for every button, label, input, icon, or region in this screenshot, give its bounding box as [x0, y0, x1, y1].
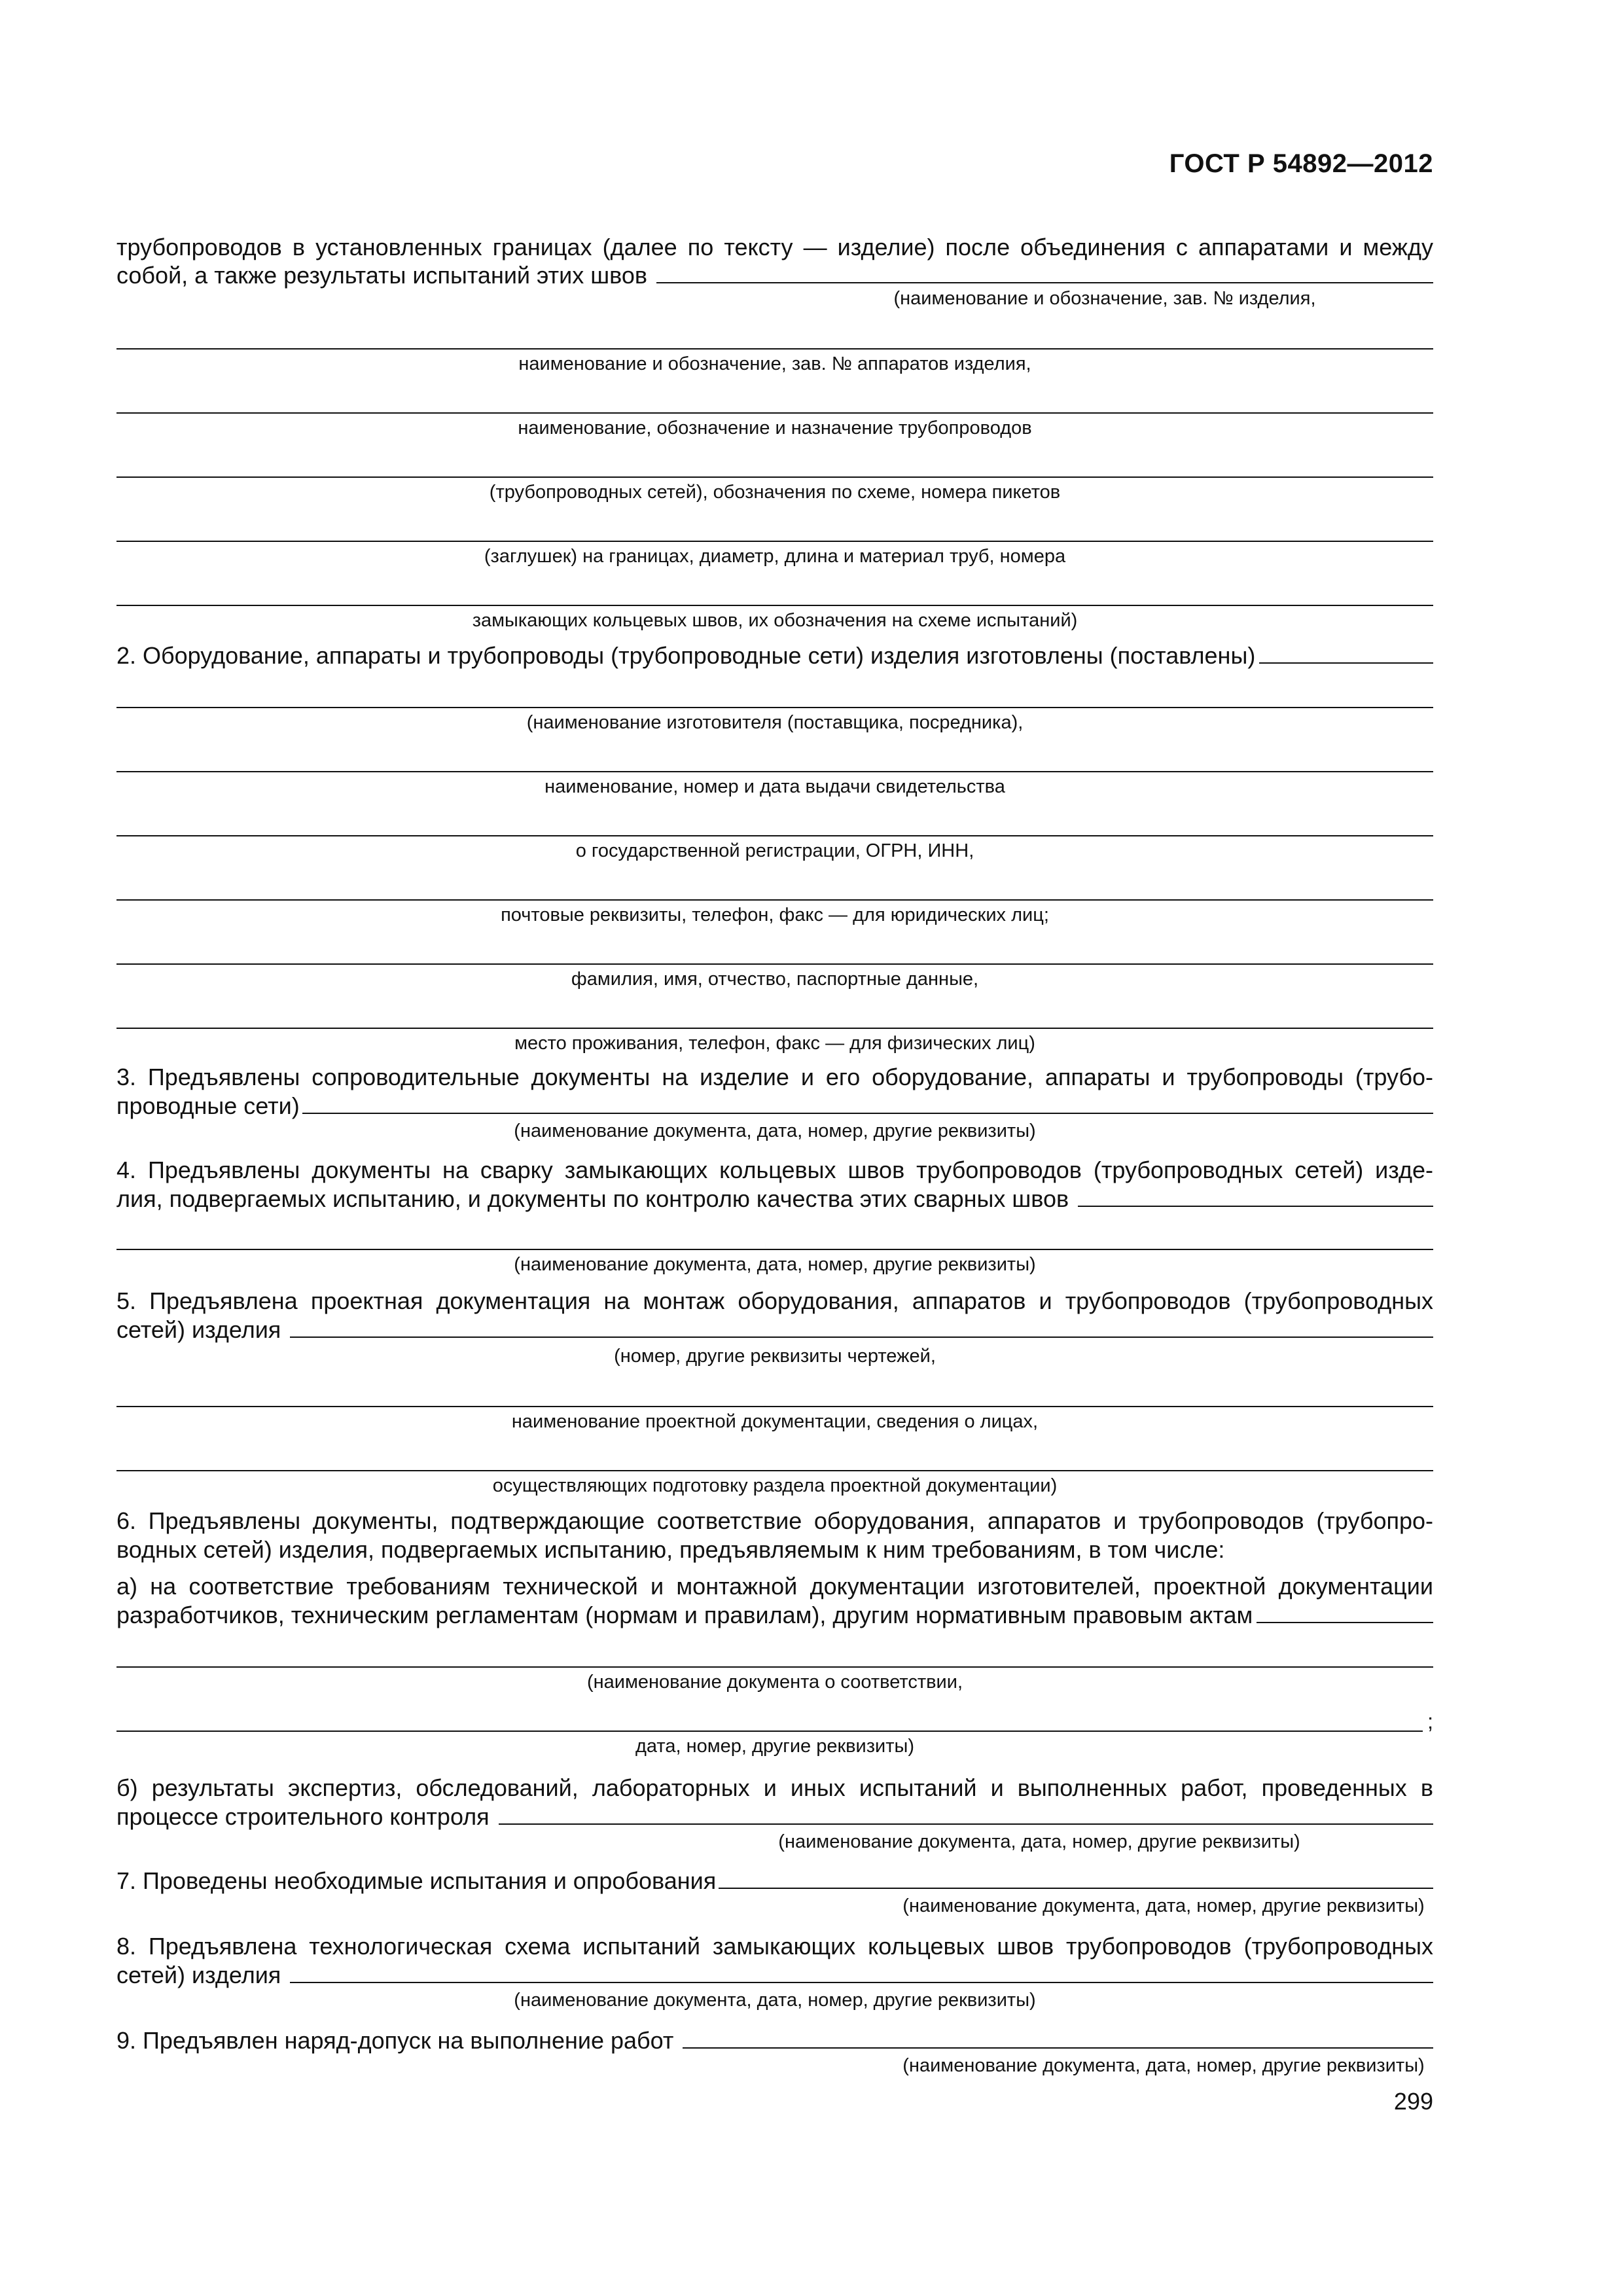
p4-line2-text: лия, подвергаемых испытанию, и документы по контролю качества этих сварных швов: [116, 1185, 1069, 1212]
caption: место проживания, телефон, факс — для физических лиц): [514, 1033, 1035, 1054]
p1-line1: трубопроводов в установленных границах (далее по тексту — изделие) после объединения с аппаратами и между: [116, 234, 1433, 260]
p9-fill-line[interactable]: [683, 2025, 1433, 2049]
fill-line[interactable]: [116, 605, 1433, 606]
p5-fill-line[interactable]: [290, 1314, 1433, 1338]
p7-fill-line[interactable]: [719, 1865, 1433, 1889]
p6a-fill-line[interactable]: [1257, 1600, 1433, 1623]
fill-line[interactable]: [116, 1731, 1423, 1732]
document-page: [116, 0, 1433, 2296]
fill-line[interactable]: [116, 1249, 1433, 1250]
fill-line[interactable]: [116, 707, 1433, 708]
fill-line[interactable]: [116, 348, 1433, 350]
fill-line[interactable]: [116, 771, 1433, 772]
p6b-line1: б) результаты экспертиз, обследований, лабораторных и иных испытаний и выполненных работ, проведенных в: [116, 1774, 1433, 1801]
caption: фамилия, имя, отчество, паспортные данные,: [571, 969, 979, 990]
p2-text: 2. Оборудование, аппараты и трубопроводы (трубопроводные сети) изделия изготовлены (поставлены): [116, 642, 1256, 669]
p7-text: 7. Проведены необходимые испытания и опробования: [116, 1867, 717, 1894]
caption: наименование, номер и дата выдачи свидетельства: [544, 776, 1005, 797]
fill-line[interactable]: [116, 1406, 1433, 1407]
fill-line[interactable]: [116, 1470, 1433, 1471]
p1-fill-line[interactable]: [656, 260, 1433, 283]
fill-line[interactable]: [116, 835, 1433, 836]
p7-line: [116, 1864, 1433, 1898]
document-code: ГОСТ Р 54892—2012: [1169, 149, 1433, 178]
caption: наименование и обозначение, зав. № аппаратов изделия,: [518, 353, 1031, 374]
caption: (наименование документа, дата, номер, другие реквизиты): [902, 2055, 1425, 2076]
p2-fill-line[interactable]: [1259, 640, 1433, 664]
p5-line2: [116, 1313, 1433, 1347]
caption: (трубопроводных сетей), обозначения по схеме, номера пикетов: [489, 482, 1061, 503]
caption: (наименование и обозначение, зав. № изделия,: [893, 288, 1316, 309]
p6-line2: водных сетей) изделия, подвергаемых испытанию, предъявляемым к ним требованиям, в том числе:: [116, 1536, 1225, 1563]
caption: осуществляющих подготовку раздела проектной документации): [492, 1475, 1058, 1496]
p4-line2: [116, 1182, 1433, 1216]
p6a-line2-text: разработчиков, техническим регламентам (нормам и правилам), другим нормативным правовым актам: [116, 1602, 1253, 1628]
caption: дата, номер, другие реквизиты): [635, 1736, 915, 1757]
p3-fill-line[interactable]: [302, 1090, 1433, 1114]
caption: наименование, обозначение и назначение трубопроводов: [518, 418, 1032, 439]
p6b-fill-line[interactable]: [499, 1801, 1433, 1825]
caption: (номер, другие реквизиты чертежей,: [614, 1346, 936, 1367]
p5-line1: 5. Предъявлена проектная документация на монтаж оборудования, аппаратов и трубопроводов (трубопроводных: [116, 1287, 1433, 1314]
p6b-line2-text: процессе строительного контроля: [116, 1803, 490, 1830]
caption: (заглушек) на границах, диаметр, длина и материал труб, номера: [484, 546, 1066, 567]
fill-line[interactable]: [116, 541, 1433, 542]
caption: наименование проектной документации, сведения о лицах,: [511, 1411, 1039, 1432]
fill-line[interactable]: [116, 412, 1433, 414]
p2-line: [116, 639, 1433, 673]
p6a-line1: а) на соответствие требованиям технической и монтажной документации изготовителей, проектной документации: [116, 1573, 1433, 1600]
p6b-line2: [116, 1800, 1433, 1834]
caption: (наименование документа, дата, номер, другие реквизиты): [514, 1990, 1036, 2011]
p8-line2-text: сетей) изделия: [116, 1962, 281, 1988]
caption: (наименование документа, дата, номер, другие реквизиты): [778, 1831, 1300, 1852]
fill-line[interactable]: [116, 899, 1433, 901]
caption: (наименование документа, дата, номер, другие реквизиты): [902, 1895, 1425, 1916]
caption: о государственной регистрации, ОГРН, ИНН,: [575, 840, 974, 861]
p1-line2-text: собой, а также результаты испытаний этих швов: [116, 262, 647, 289]
caption: почтовые реквизиты, телефон, факс — для юридических лиц;: [501, 905, 1049, 925]
caption: (наименование документа, дата, номер, другие реквизиты): [514, 1121, 1036, 1141]
p3-line2: [116, 1089, 1433, 1123]
caption: (наименование изготовителя (поставщика, посредника),: [526, 712, 1024, 733]
p4-line1: 4. Предъявлены документы на сварку замыкающих кольцевых швов трубопроводов (трубопроводных сетей) изде-: [116, 1157, 1433, 1183]
p6-line1: 6. Предъявлены документы, подтверждающие соответствие оборудования, аппаратов и трубопроводов (трубопро-: [116, 1507, 1433, 1534]
p6a-line2: [116, 1598, 1433, 1632]
p8-line1: 8. Предъявлена технологическая схема испытаний замыкающих кольцевых швов трубопроводов (трубопроводных: [116, 1933, 1433, 1960]
fill-line[interactable]: [116, 963, 1433, 965]
page-number: 299: [1393, 2088, 1433, 2115]
fill-line[interactable]: [116, 1028, 1433, 1029]
p8-line2: [116, 1958, 1433, 1992]
p3-line2-text: проводные сети): [116, 1092, 300, 1119]
p5-line2-text: сетей) изделия: [116, 1316, 281, 1343]
p8-fill-line[interactable]: [290, 1960, 1433, 1983]
p9-line: [116, 2024, 1433, 2058]
semicolon: ;: [1427, 1710, 1433, 1733]
fill-line[interactable]: [116, 1666, 1433, 1668]
caption: (наименование документа, дата, номер, другие реквизиты): [514, 1254, 1036, 1275]
p9-text: 9. Предъявлен наряд-допуск на выполнение работ: [116, 2027, 674, 2054]
caption: замыкающих кольцевых швов, их обозначения на схеме испытаний): [472, 610, 1078, 631]
p3-line1: 3. Предъявлены сопроводительные документы на изделие и его оборудование, аппараты и трубопроводы (трубо-: [116, 1064, 1433, 1090]
fill-line[interactable]: [116, 476, 1433, 478]
caption: (наименование документа о соответствии,: [586, 1672, 963, 1693]
p4-fill-line[interactable]: [1078, 1183, 1433, 1207]
